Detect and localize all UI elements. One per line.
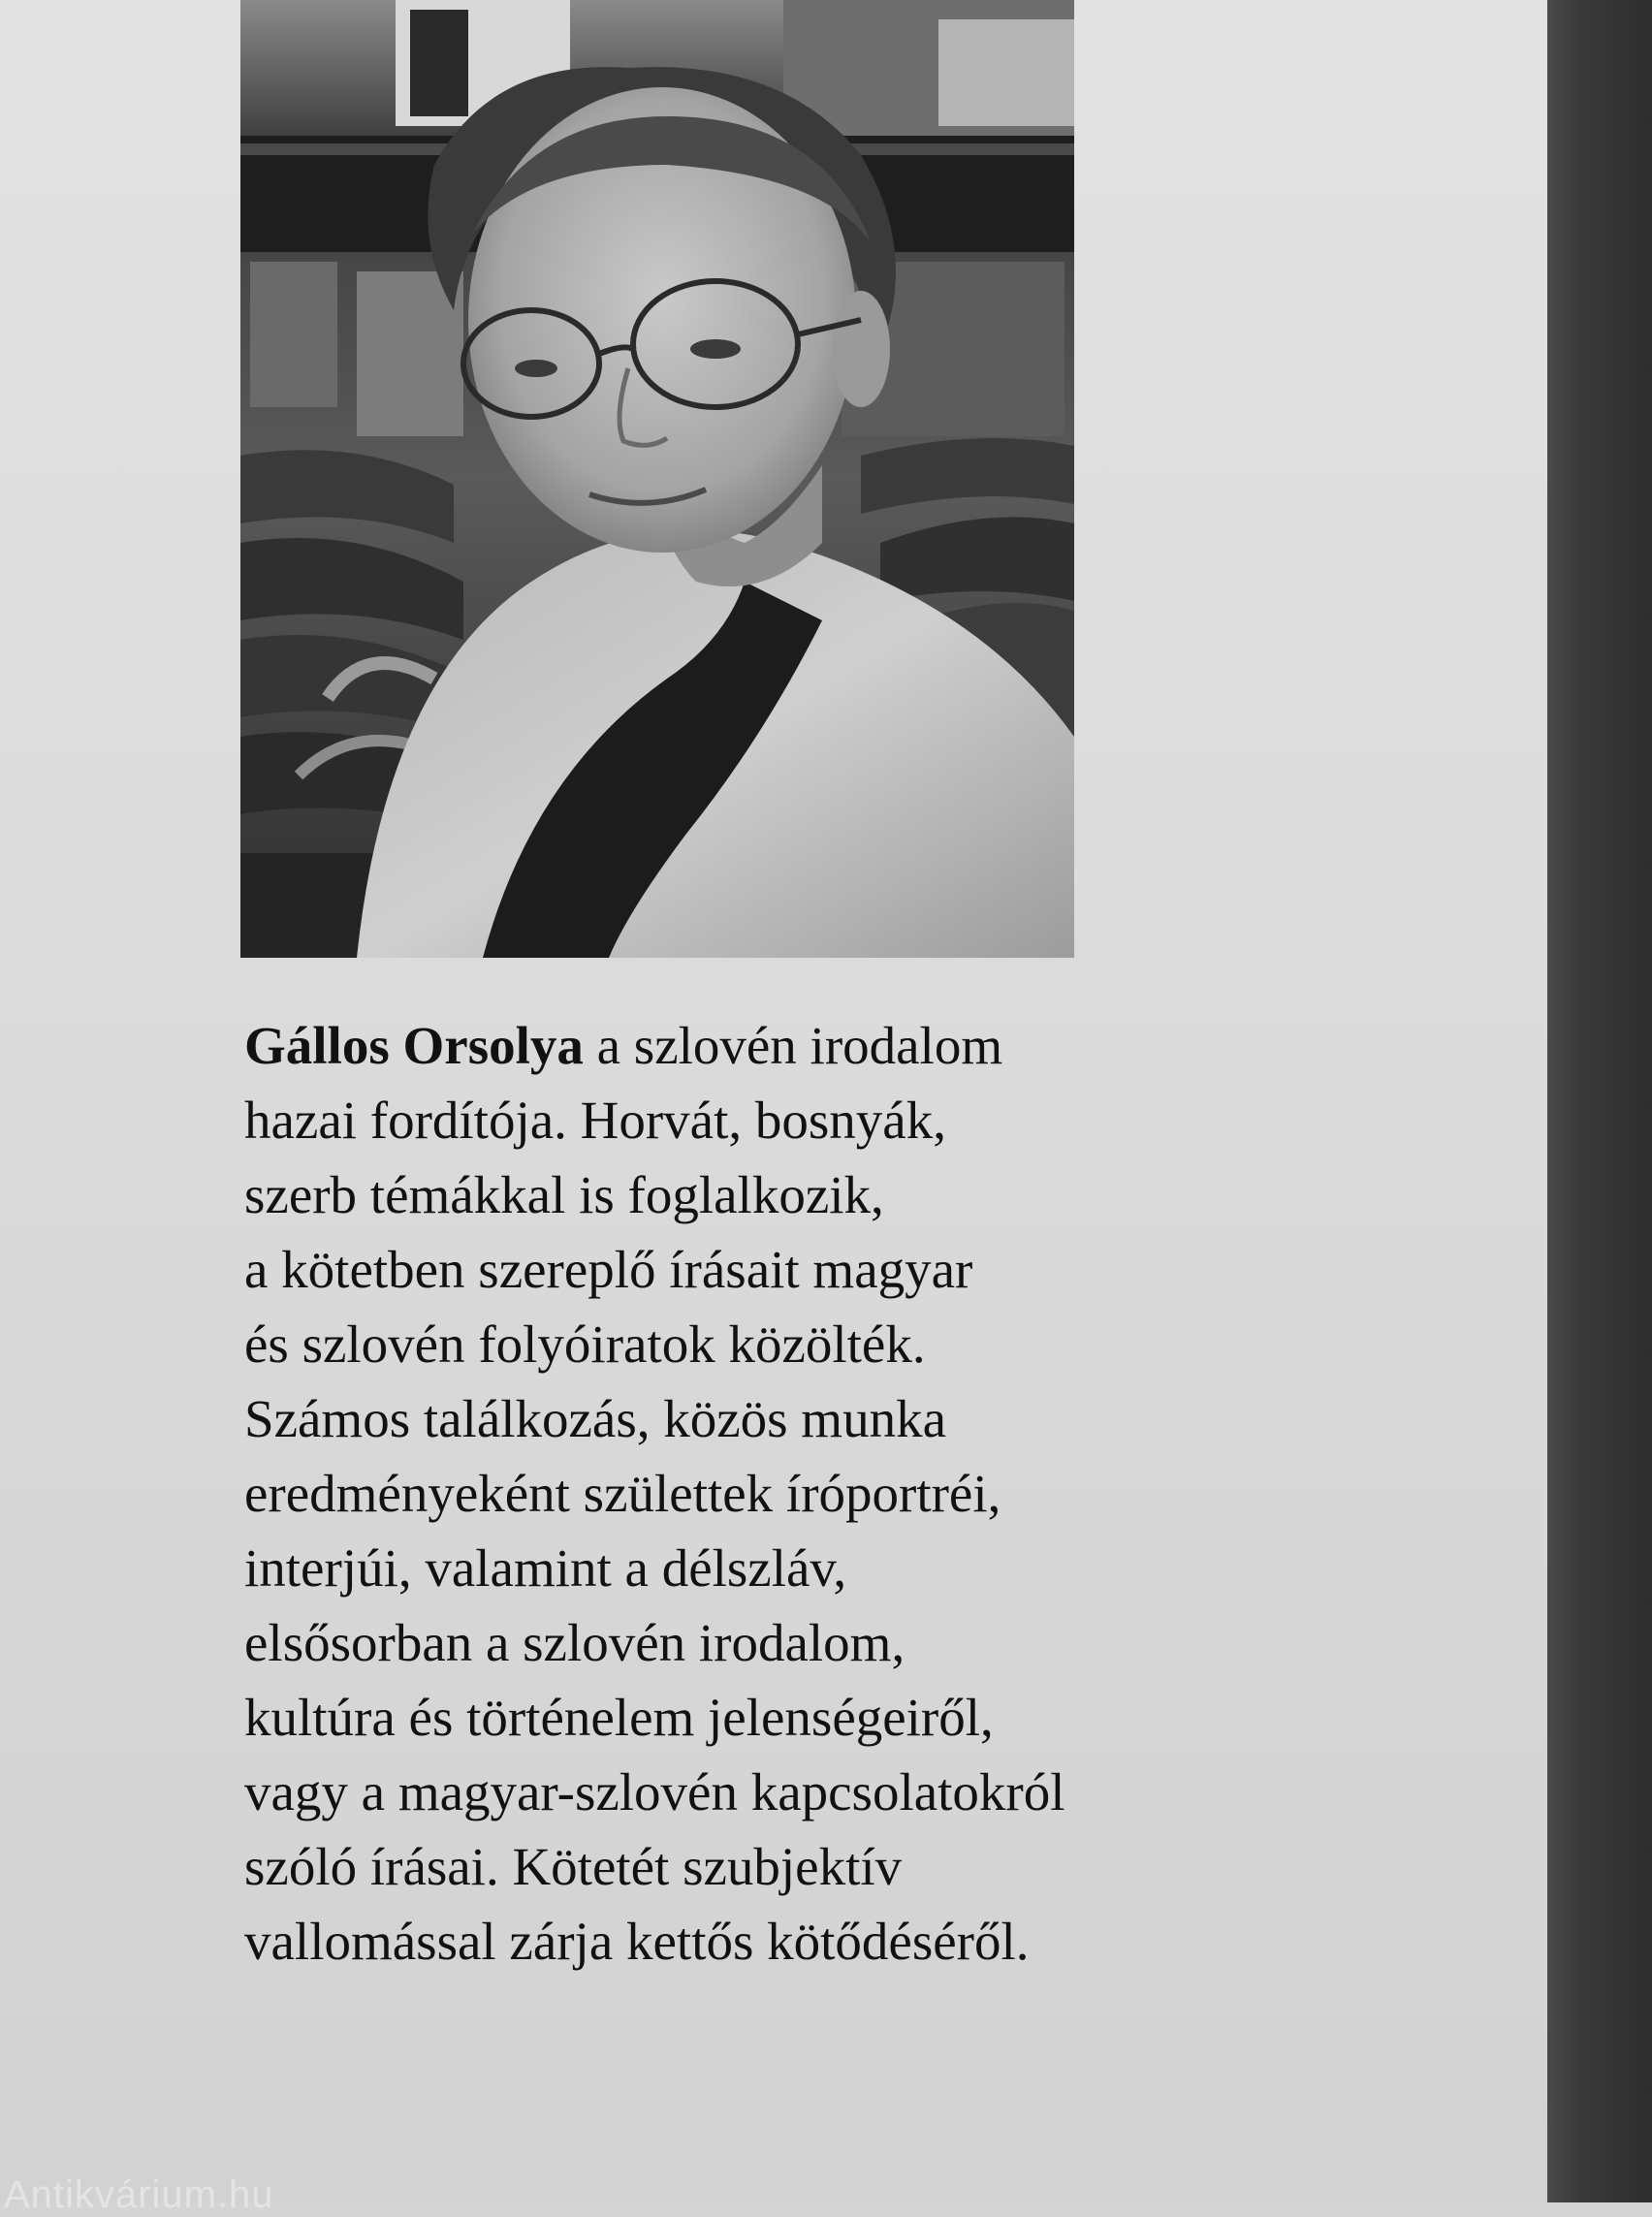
bio-line: eredményeként születtek íróportréi, bbox=[244, 1464, 1001, 1523]
bio-line: Számos találkozás, közös munka bbox=[244, 1389, 946, 1448]
watermark: Antikvárium.hu bbox=[4, 2173, 274, 2216]
bio-line: hazai fordítója. Horvát, bosnyák, bbox=[244, 1091, 946, 1150]
bio-first-line-text: a szlovén irodalom bbox=[583, 1016, 1003, 1075]
bio-line: vallomással zárja kettős kötődéséről. bbox=[244, 1912, 1030, 1971]
author-bio bbox=[244, 1008, 1272, 1979]
bio-line: vagy a magyar-szlovén kapcsolatokról bbox=[244, 1762, 1065, 1821]
bio-line-first bbox=[244, 1008, 1272, 1083]
bio-line: és szlovén folyóiratok közölték. bbox=[244, 1314, 926, 1374]
author-photo bbox=[240, 0, 1074, 958]
bio-line: szóló írásai. Kötetét szubjektív bbox=[244, 1837, 903, 1896]
bio-line: a kötetben szereplő írásait magyar bbox=[244, 1240, 973, 1299]
bio-line: szerb témákkal is foglalkozik, bbox=[244, 1165, 884, 1224]
author-name: Gállos Orsolya bbox=[244, 1016, 584, 1075]
bio-line: elsősorban a szlovén irodalom, bbox=[244, 1613, 905, 1672]
bio-line: interjúi, valamint a délszláv, bbox=[244, 1538, 847, 1598]
bio-line: kultúra és történelem jelenségeiről, bbox=[244, 1688, 994, 1747]
book-spine-edge bbox=[1547, 0, 1652, 2202]
